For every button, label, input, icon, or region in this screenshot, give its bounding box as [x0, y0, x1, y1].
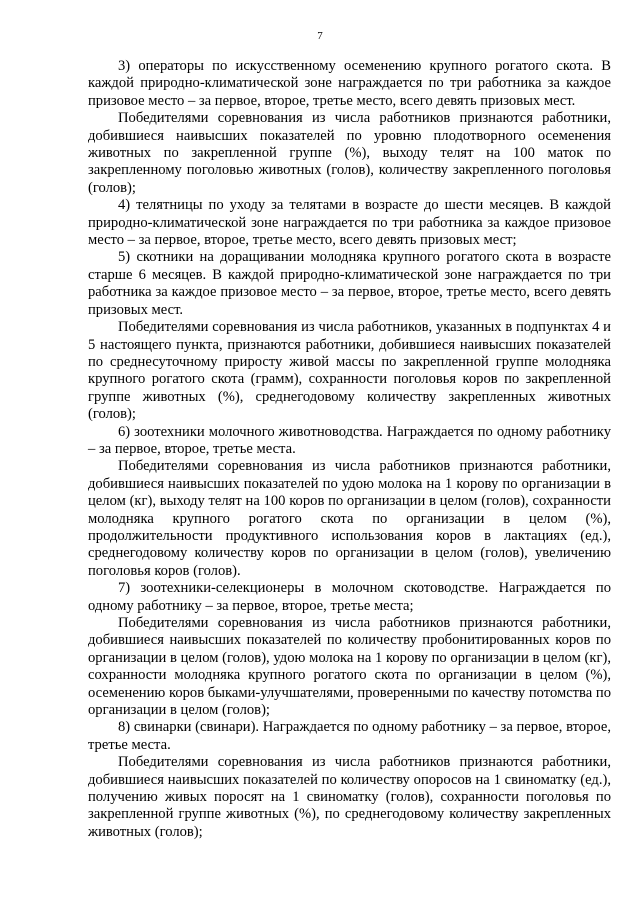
document-body: [88, 58, 611, 841]
paragraph: 7) зоотехники-селекционеры в молочном скотоводстве. Награждается по одному работнику – за первое, второе, третье места;: [88, 580, 611, 614]
paragraph: Победителями соревнования из числа работников признаются работники, добившиеся наивысших показателей по удою молока на 1 корову по организации в целом (кг), выходу телят на 100 коров по организации в целом (голов), сохранности молодняка крупного рогатого скота по организации в целом (%), продолжительности продуктивного использования коров в лактациях (ед.), среднегодовому количеству коров по организации в целом (голов), увеличению поголовья коров (голов).: [88, 458, 611, 579]
paragraph: Победителями соревнования из числа работников, указанных в подпунктах 4 и 5 настоящего пункта, признаются работники, добившиеся наивысших показателей по среднесуточному приросту живой массы по закрепленной группе молодняка крупного рогатого скота (грамм), сохранности поголовья коров по закрепленной группе животных (%), среднегодовому количеству закрепленных животных (голов);: [88, 319, 611, 423]
paragraph: 3) операторы по искусственному осеменению крупного рогатого скота. В каждой природно-климатической зоне награждается по три работника за каждое призовое место – за первое, второе, третье место, всего девять призовых мест.: [88, 58, 611, 109]
paragraph: Победителями соревнования из числа работников признаются работники, добившиеся наивысших показателей по уровню плодотворного осеменения животных по закрепленной группе (%), выходу телят на 100 маток по закрепленному поголовью животных (голов), количеству закрепленного поголовья (голов);: [88, 110, 611, 196]
paragraph: 8) свинарки (свинари). Награждается по одному работнику – за первое, второе, третье места.: [88, 719, 611, 753]
paragraph: 6) зоотехники молочного животноводства. Награждается по одному работнику – за первое, второе, третье места.: [88, 423, 611, 457]
paragraph: Победителями соревнования из числа работников признаются работники, добившиеся наивысших показателей по количеству пробонитированных коров по организации в целом (голов), удою молока на 1 корову по организации в целом (кг), сохранности молодняка крупного рогатого скота по организации в целом (%), осеменению коров быками-улучшателями, проверенными по качеству потомства по организации в целом (голов);: [88, 615, 611, 719]
page-number: 7: [317, 30, 323, 42]
paragraph: 5) скотники на доращивании молодняка крупного рогатого скота в возрасте старше 6 месяцев. В каждой природно-климатической зоне награждается по три работника за каждое призовое место – за первое, второе, третье место, всего девять призовых мест.: [88, 249, 611, 318]
paragraph: 4) телятницы по уходу за телятами в возрасте до шести месяцев. В каждой природно-климатической зоне награждается по три работника за каждое призовое место – за первое, второе, третье место, всего девять призовых мест;: [88, 197, 611, 249]
paragraph: Победителями соревнования из числа работников признаются работники, добившиеся наивысших показателей по количеству опоросов на 1 свиноматку (ед.), получению живых поросят на 1 свиноматку (голов), сохранности поголовья по закрепленной группе животных (%), по среднегодовому количеству закрепленных животных (голов);: [88, 754, 611, 840]
